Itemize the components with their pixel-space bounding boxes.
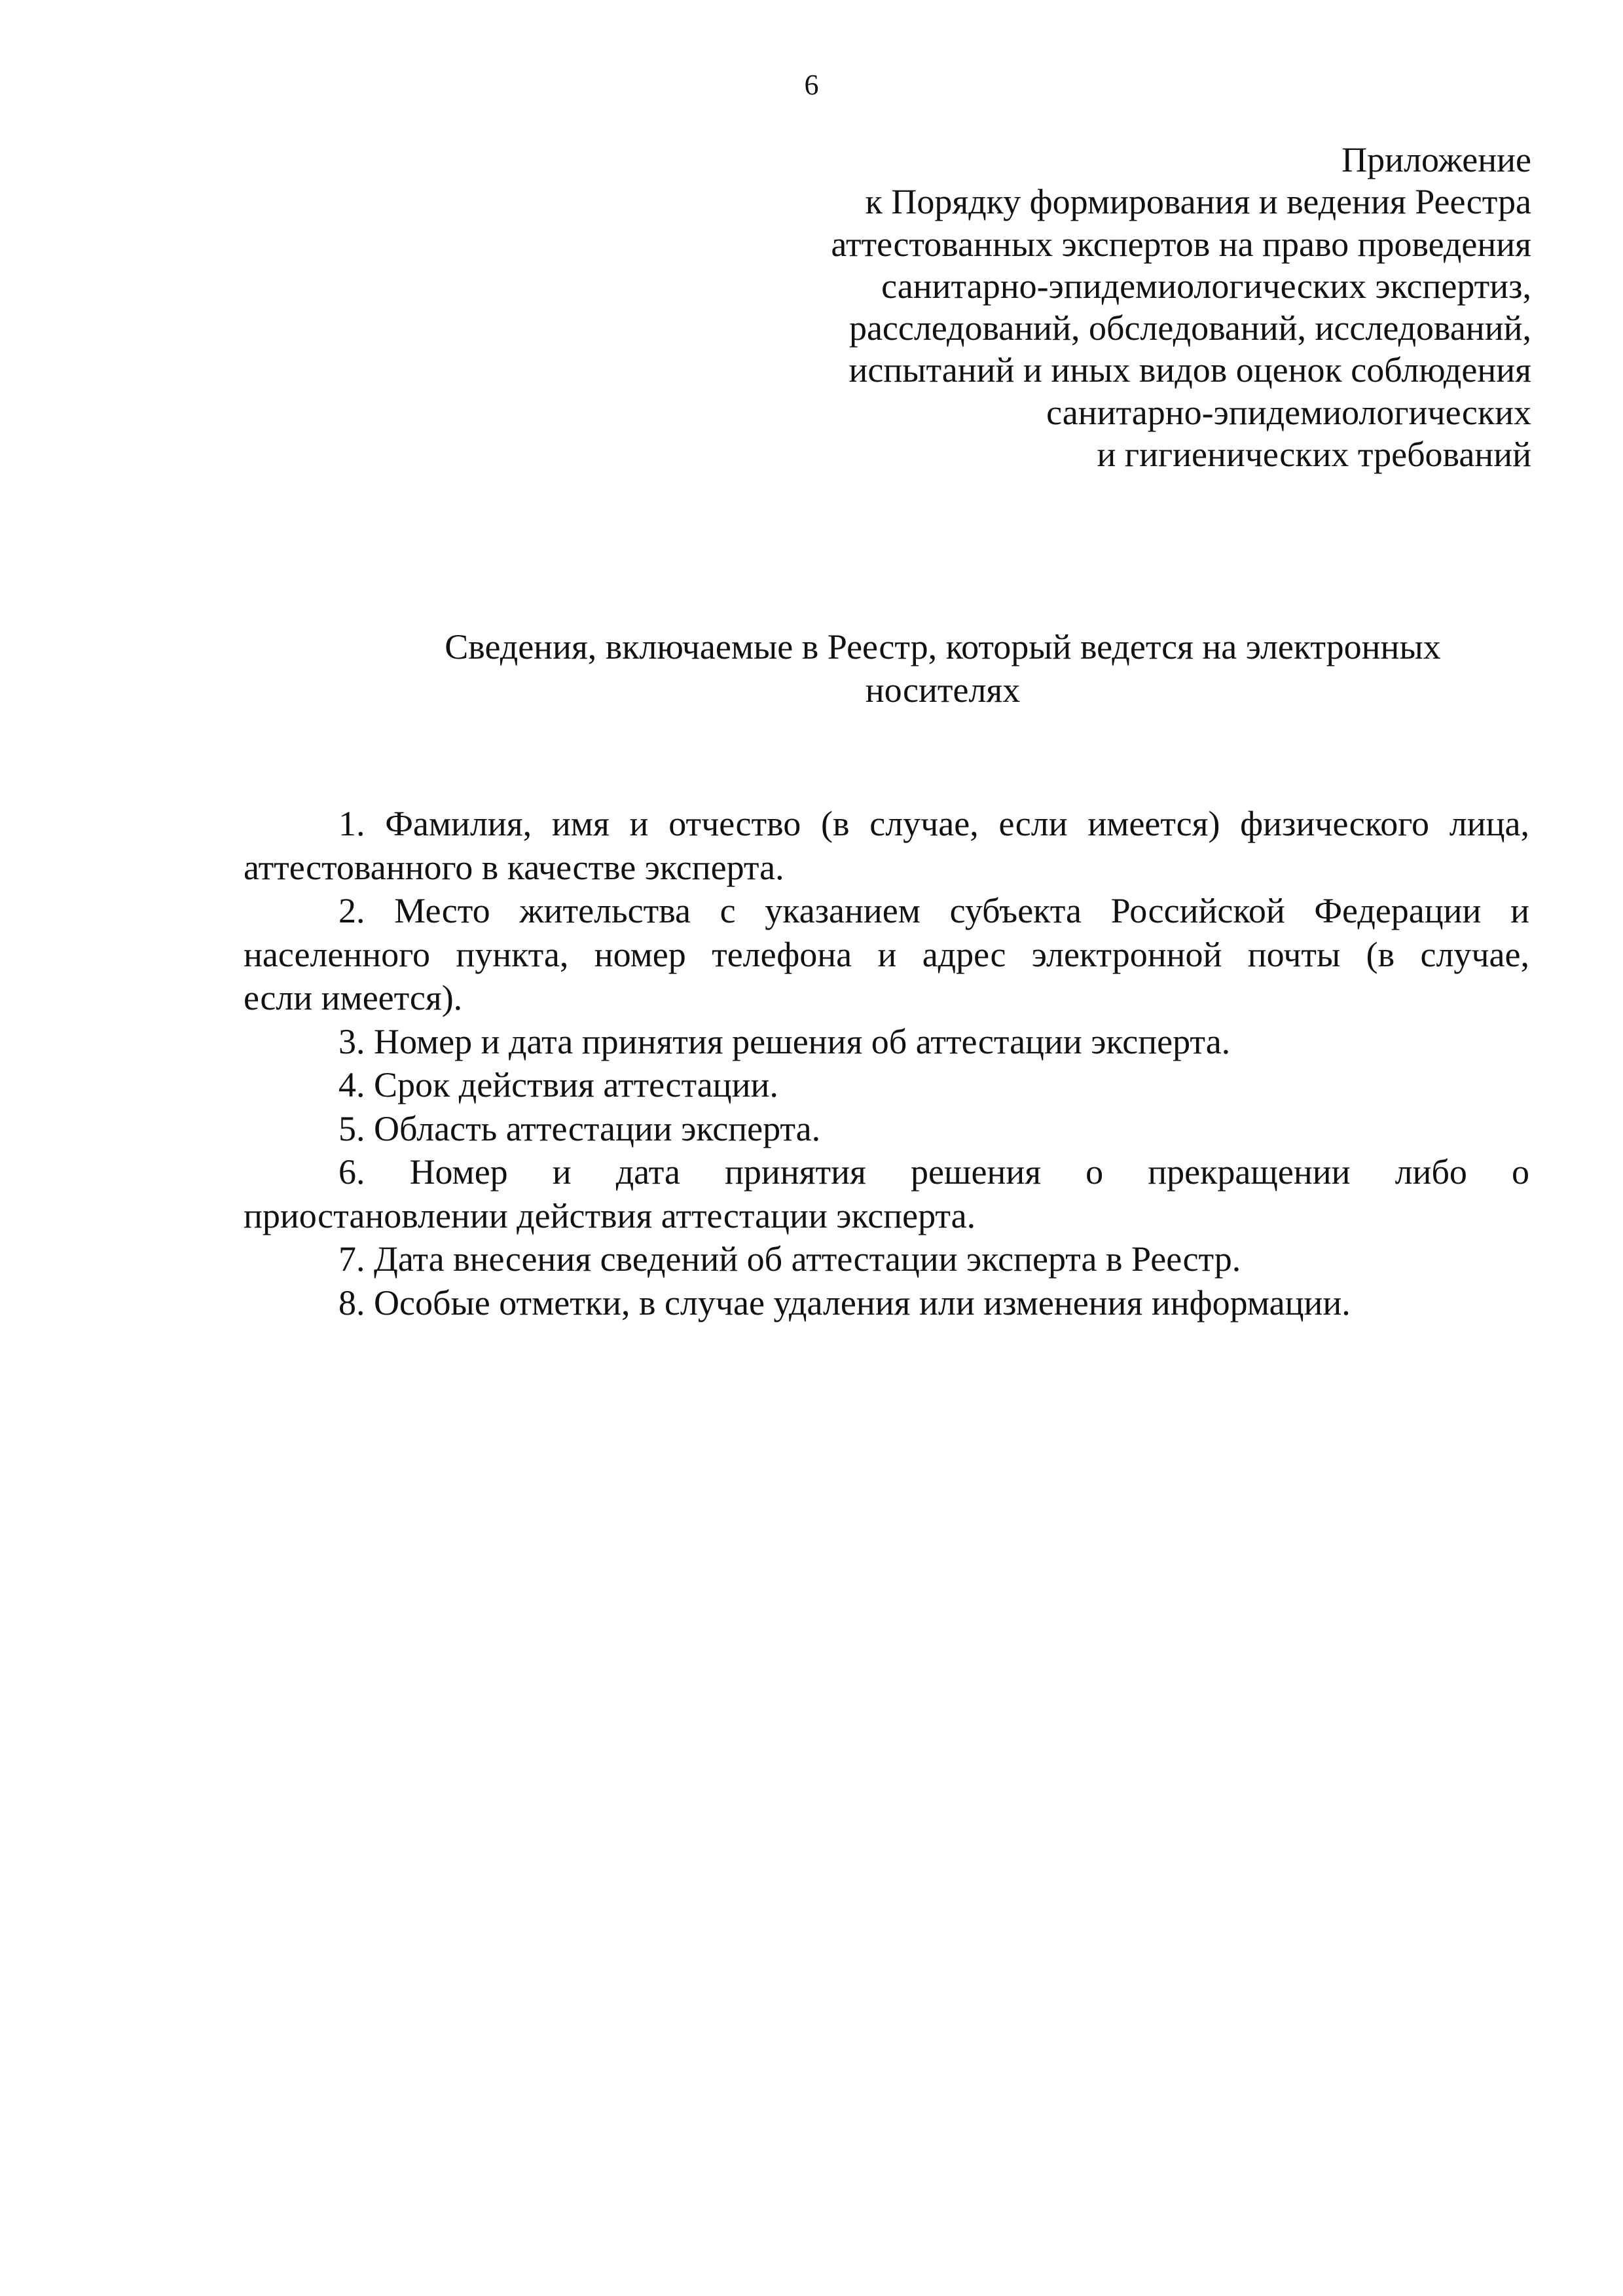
item-line: 3. Номер и дата принятия решения об аттестации эксперта. [338, 1021, 1231, 1061]
list-item [244, 1281, 1529, 1325]
item-line: 6. Номер и дата принятия решения о прекращении либо о [338, 1152, 1529, 1192]
item-line: 1. Фамилия, имя и отчество (в случае, если имеется) физического лица, [338, 804, 1529, 843]
item-line: если имеется). [244, 978, 463, 1017]
item-line: 5. Область аттестации эксперта. [338, 1108, 821, 1148]
list-item [244, 1020, 1529, 1064]
list-item [244, 802, 1529, 889]
item-line: населенного пункта, номер телефона и адрес электронной почты (в случае, [244, 934, 1529, 974]
list-item [244, 889, 1529, 1020]
item-line: приостановлении действия аттестации эксперта. [244, 1195, 976, 1235]
item-line: 8. Особые отметки, в случае удаления или изменения информации. [338, 1283, 1351, 1322]
item-line: 2. Место жительства с указанием субъекта Российской Федерации и [338, 891, 1529, 930]
appendix-header [615, 139, 1531, 475]
appendix-line: расследований, обследований, исследований, [848, 308, 1531, 348]
appendix-line: санитарно-эпидемиологических [1046, 392, 1531, 432]
appendix-line: и гигиенических требований [1097, 435, 1531, 475]
title-line: Сведения, включаемые в Реестр, который ведется на электронных [445, 627, 1441, 666]
item-line: аттестованного в качестве эксперта. [244, 847, 784, 887]
list-item [244, 1237, 1529, 1281]
document-title [347, 625, 1539, 712]
items-list [244, 802, 1529, 1324]
appendix-line: аттестованных экспертов на право проведения [831, 224, 1531, 264]
item-line: 7. Дата внесения сведений об аттестации эксперта в Реестр. [338, 1239, 1241, 1279]
item-line: 4. Срок действия аттестации. [338, 1065, 778, 1104]
appendix-line: санитарно-эпидемиологических экспертиз, [881, 266, 1531, 306]
list-item [244, 1107, 1529, 1151]
list-item [244, 1150, 1529, 1237]
appendix-line: к Порядку формирования и ведения Реестра [865, 182, 1531, 222]
appendix-line: Приложение [1341, 140, 1531, 179]
appendix-line: испытаний и иных видов оценок соблюдения [848, 350, 1531, 390]
list-item [244, 1063, 1529, 1107]
page-number: 6 [804, 69, 819, 101]
title-line: носителях [865, 670, 1021, 710]
